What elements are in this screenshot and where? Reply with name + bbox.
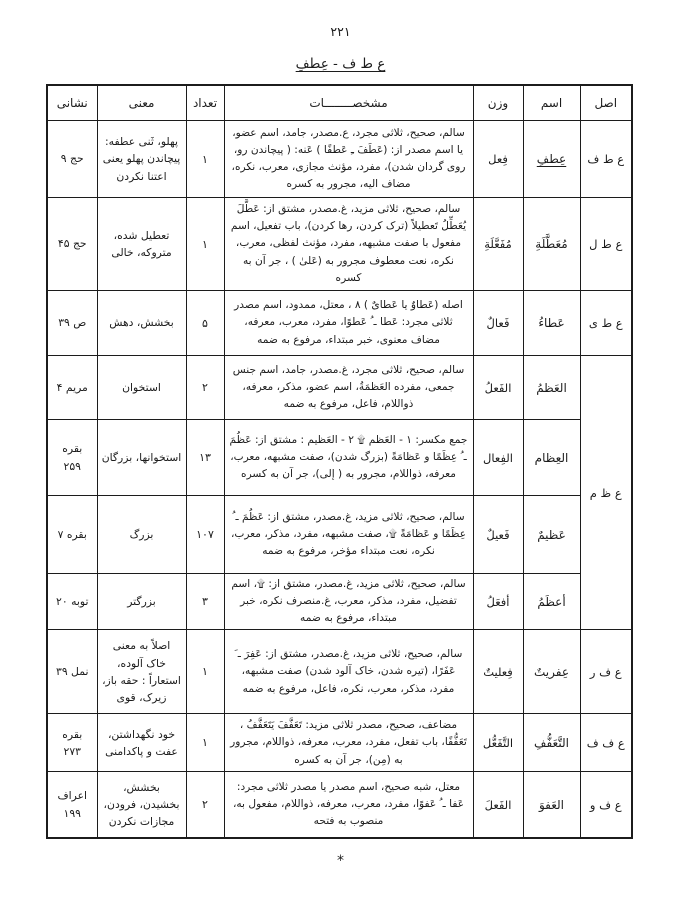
- cell-count: ۱۰۷: [186, 496, 224, 574]
- page-number: ۲۲۱: [330, 24, 351, 39]
- cell-meaning: استخوانها، بزرگان: [97, 420, 186, 496]
- cell-reference: بقره ۲۷۳: [47, 714, 97, 772]
- header-meaning: معنی: [97, 85, 186, 121]
- cell-count: ۵: [186, 291, 224, 356]
- cell-reference: حج ۹: [47, 121, 97, 198]
- table-row: [47, 714, 632, 772]
- cell-root: ع ف ف: [580, 714, 632, 772]
- table-row: [47, 420, 632, 496]
- cell-characteristics: اصله (عَطاوٌ یا عَطایٌ ) ۸ ، معتل، ممدود، اسم مصدر ثلاثی مجرد: عَطا ـ ُ عَطوًا، مفرد، معرب، معرفه، مضاف معنوی، خبر مبتداء، مرفوع به ضمه: [224, 291, 473, 356]
- table-row: [47, 121, 632, 198]
- cell-root-merged: ع ظ م: [580, 356, 632, 630]
- cell-reference: توبه ۲۰: [47, 574, 97, 630]
- cell-noun: أعظَمُ: [523, 574, 580, 630]
- cell-noun: عَظیمٌ: [523, 496, 580, 574]
- cell-meaning: بخشش، بخشیدن، فرودن، مجازات نکردن: [97, 772, 186, 838]
- header-vazn: وزن: [473, 85, 523, 121]
- cell-characteristics: سالم، صحیح، ثلاثی مزید، غ.مصدر، مشتق از: عَفِرَ ـ َ عَفَرًا، (تیره شدن، خاک آلود شدن) صفت مشبهه، مفرد، مذکر، معرب، نکره، فاعل، مرفوع به ضمه: [224, 630, 473, 714]
- cell-characteristics: سالم، صحیح، ثلاثی مزید، غ.مصدر، مشتق از: عَطَّلَ یُعَطِّلُ تَعطیلاً (ترک کردن، رها کردن)، باب تفعیل، اسم مفعول با صفت مشبهه، مفرد، مؤنث لفظی، معرب، نکره، نعت معطوف مجرور به (عَلیٰ ) ، جر آن به کسره: [224, 198, 473, 291]
- cell-reference: ص ۳۹: [47, 291, 97, 356]
- cell-meaning: استخوان: [97, 356, 186, 420]
- cell-count: ۲: [186, 772, 224, 838]
- cell-pattern: أفعَلُ: [473, 574, 523, 630]
- cell-pattern: فِعلیتٌ: [473, 630, 523, 714]
- page-title: ع ط ف - عِطفِ: [295, 56, 386, 72]
- header-asl: اصل: [580, 85, 632, 121]
- cell-noun: عِفریتٌ: [523, 630, 580, 714]
- table-row: [47, 291, 632, 356]
- noun-text: عِطفِ: [536, 152, 567, 166]
- cell-characteristics: سالم، صحیح، ثلاثی مجرد، غ.مصدر، جامد، اسم جنس جمعی، مفرده العَظمَةُ، اسم عضو، مذکر، معرفه، ذواللام، فاعل، مرفوع به ضمه: [224, 356, 473, 420]
- table-header-row: [47, 85, 632, 121]
- cell-noun: [523, 121, 580, 198]
- table-row: [47, 496, 632, 574]
- table-row: [47, 198, 632, 291]
- table-row: [47, 574, 632, 630]
- cell-pattern: فِعل: [473, 121, 523, 198]
- cell-meaning: اصلاً به معنی خاک آلوده، استعاراً : حقه باز، زیرک، قوی: [97, 630, 186, 714]
- cell-reference: نمل ۳۹: [47, 630, 97, 714]
- cell-count: ۳: [186, 574, 224, 630]
- cell-reference: اعراف ۱۹۹: [47, 772, 97, 838]
- cell-characteristics: سالم، صحیح، ثلاثی مزید، غ.مصدر، مشتق از: ۩، اسم تفضیل، مفرد، مذکر، معرب، غ.منصرف نکره، خبر مبتداء، مرفوع به ضمه: [224, 574, 473, 630]
- page-title-wrap: [48, 53, 633, 82]
- cell-meaning: بخشش، دهش: [97, 291, 186, 356]
- cell-noun: العَظمُ: [523, 356, 580, 420]
- cell-meaning: بزرگتر: [97, 574, 186, 630]
- table-row: [47, 356, 632, 420]
- cell-root: ع ف ر: [580, 630, 632, 714]
- cell-reference: بقره ۷: [47, 496, 97, 574]
- cell-noun: عَطاءُ: [523, 291, 580, 356]
- cell-meaning: پهلو، ثَنی عطفه: پیچاندن پهلو یعنی اعتنا نکردن: [97, 121, 186, 198]
- cell-reference: مریم ۴: [47, 356, 97, 420]
- cell-count: ۱: [186, 121, 224, 198]
- header-spec: مشخصــــــــات: [224, 85, 473, 121]
- cell-root: ع ط ی: [580, 291, 632, 356]
- header-esm: اسم: [523, 85, 580, 121]
- cell-pattern: فَعیلٌ: [473, 496, 523, 574]
- cell-noun: العَفوَ: [523, 772, 580, 838]
- cell-reference: بقره ۲۵۹: [47, 420, 97, 496]
- cell-characteristics: جمع مکسر: ۱ - العَظم ۩ ۲ - العَظیم : مشتق از: عَظُمَ ـ ُ عِظَمًا و عَظامَةً (بزرگ شدن)، صفت مشبهه، معرب، معرفه، ذواللام، مجرور به ( إلی)، جر آن به کسره: [224, 420, 473, 496]
- cell-reference: حج ۴۵: [47, 198, 97, 291]
- cell-meaning: خود نگهداشتن، عفت و پاکدامنی: [97, 714, 186, 772]
- lexicon-table: [46, 84, 633, 839]
- cell-noun: التَّعَفُّفِ: [523, 714, 580, 772]
- header-count: تعداد: [186, 85, 224, 121]
- cell-pattern: الفَعلَ: [473, 772, 523, 838]
- page-content: [48, 24, 633, 869]
- cell-meaning: بزرگ: [97, 496, 186, 574]
- header-ref: نشانی: [47, 85, 97, 121]
- cell-root: ع ف و: [580, 772, 632, 838]
- cell-pattern: فَعالٌ: [473, 291, 523, 356]
- cell-meaning: تعطیل شده، متروکه، خالی: [97, 198, 186, 291]
- cell-count: ۱: [186, 714, 224, 772]
- cell-characteristics: معتل، شبه صحیح، اسم مصدر یا مصدر ثلاثی مجرد: عَفا ـ ُ عَفوًا، مفرد، معرب، معرفه، ذواللام، مفعول به، منصوب به فتحه: [224, 772, 473, 838]
- cell-characteristics: سالم، صحیح، ثلاثی مجرد، ع.مصدر، جامد، اسم عضو، یا اسم مصدر از: (عَطَفَ ـِ عَطفًا ) عَنه: ( پیچاندن رو، روی گردان شدن)، مفرد، مؤنث مجازی، معرب، نکره، مضاف الیه، مجرور به کسره: [224, 121, 473, 198]
- footer-asterisk: *: [337, 852, 344, 869]
- table-row: [47, 630, 632, 714]
- cell-noun: العِظام: [523, 420, 580, 496]
- cell-pattern: التَّفَعُّل: [473, 714, 523, 772]
- cell-pattern: الفَعلُ: [473, 356, 523, 420]
- cell-count: ۱: [186, 198, 224, 291]
- cell-noun: مُعَطَّلَةِ: [523, 198, 580, 291]
- table-row: [47, 772, 632, 838]
- cell-characteristics: سالم، صحیح، ثلاثی مزید، غ.مصدر، مشتق از: عَظُمَ ـ ُ عِظَمًا و عَظامَةً ۩، صفت مشبهه، مفرد، مذکر، معرب، نکره، نعت مبتداء مؤخر، مرفوع به ضمه: [224, 496, 473, 574]
- cell-count: ۱۳: [186, 420, 224, 496]
- cell-count: ۱: [186, 630, 224, 714]
- cell-count: ۲: [186, 356, 224, 420]
- cell-pattern: الفِعال: [473, 420, 523, 496]
- cell-characteristics: مضاعف، صحیح، مصدر ثلاثی مزید: تَعَفَّفَ یَتَعَفَّفُ ، تَعَفُّفًا، باب تفعل، مفرد، معرب، معرفه، ذواللام، مجرور به (مِن)، جر آن به کسره: [224, 714, 473, 772]
- cell-root: ع ط ف: [580, 121, 632, 198]
- cell-pattern: مُفَعَّلَةِ: [473, 198, 523, 291]
- cell-root: ع ط ل: [580, 198, 632, 291]
